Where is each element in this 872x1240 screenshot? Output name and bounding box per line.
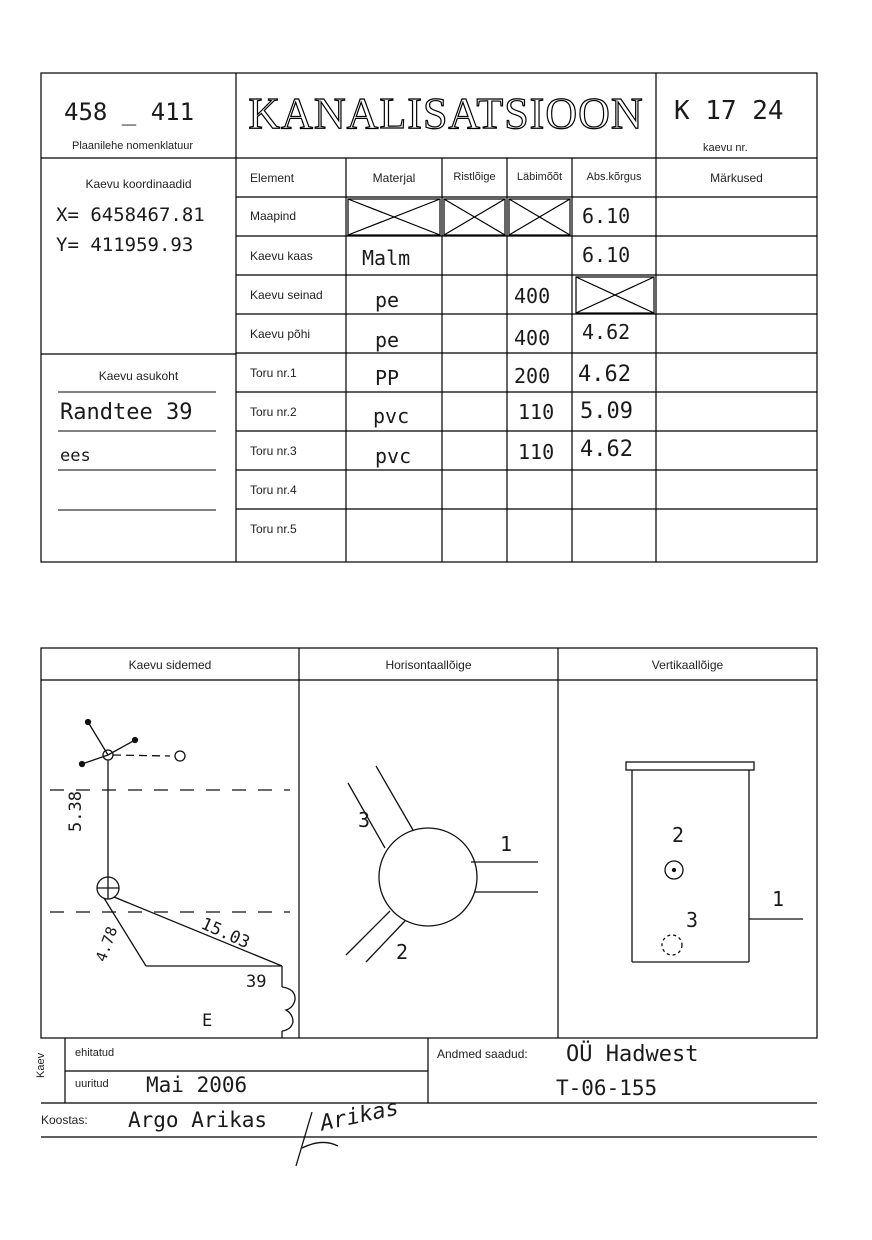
horizontal-section-sketch — [346, 766, 538, 962]
location-label: Kaevu asukoht — [98, 369, 179, 383]
data-source-value-1: OÜ Hadwest — [566, 1042, 699, 1067]
location-line-2: ees — [60, 446, 91, 466]
row-element: Kaevu seinad — [250, 288, 323, 302]
row-abs-height: 6.10 — [582, 243, 631, 267]
form-title: KANALISATSIOON — [248, 89, 644, 138]
row-element: Toru nr.2 — [250, 405, 297, 419]
location-line-1: Randtee 39 — [60, 400, 193, 425]
map-sheet-value: 458 _ 411 — [64, 98, 195, 126]
row-material: pe — [375, 288, 400, 312]
compiled-by-value: Argo Arikas — [128, 1108, 268, 1132]
row-element: Toru nr.4 — [250, 483, 297, 497]
well-number-value: K 17 24 — [674, 96, 784, 126]
col-header-cross-section: Ristlõige — [453, 171, 496, 183]
well-side-label: Kaev — [35, 1052, 47, 1078]
h-pipe-1-label: 1 — [500, 832, 513, 856]
distance-label-3: 4.78 — [92, 924, 122, 965]
data-source-label: Andmed saadud: — [437, 1047, 528, 1061]
row-abs-height: 5.09 — [580, 399, 633, 424]
v-pipe-2-label: 2 — [672, 823, 685, 847]
row-material: pe — [375, 328, 400, 352]
signature-text: Arikas — [318, 1095, 401, 1137]
row-element: Toru nr.5 — [250, 522, 297, 536]
row-element: Toru nr.3 — [250, 444, 297, 458]
horizontal-section-label: Horisontaallõige — [385, 658, 472, 672]
coordinates-label: Kaevu koordinaadid — [85, 177, 192, 191]
v-pipe-3-label: 3 — [686, 908, 699, 932]
row-diameter: 110 — [518, 440, 555, 464]
col-header-abs-height: Abs.kõrgus — [586, 171, 642, 183]
well-number-label: kaevu nr. — [703, 142, 748, 154]
house-letter: E — [202, 1011, 213, 1031]
row-material: Malm — [362, 246, 411, 270]
surveyed-value: Mai 2006 — [146, 1073, 248, 1097]
row-element: Kaevu põhi — [250, 327, 311, 341]
coordinate-y: Y= 411959.93 — [56, 234, 194, 256]
row-element: Toru nr.1 — [250, 366, 297, 380]
vertical-section-sketch — [626, 762, 803, 962]
h-pipe-3-label: 3 — [358, 808, 371, 832]
house-number: 39 — [246, 972, 267, 992]
links-label: Kaevu sidemed — [128, 658, 212, 672]
row-element: Maapind — [250, 209, 297, 223]
data-source-value-2: T-06-155 — [556, 1076, 658, 1100]
h-pipe-2-label: 2 — [396, 940, 409, 964]
row-material: pvc — [375, 444, 412, 468]
row-abs-height: 4.62 — [578, 362, 631, 387]
compiled-by-label: Koostas: — [41, 1113, 88, 1127]
row-abs-height: 4.62 — [582, 320, 631, 344]
row-diameter: 400 — [514, 284, 551, 308]
distance-label-2: 15.03 — [197, 914, 253, 954]
row-material: pvc — [373, 404, 410, 428]
coordinate-x: X= 6458467.81 — [56, 204, 205, 226]
row-diameter: 110 — [518, 400, 555, 424]
row-diameter: 200 — [514, 364, 551, 388]
row-material: PP — [375, 366, 400, 390]
row-abs-height: 6.10 — [582, 204, 631, 228]
v-pipe-1-label: 1 — [772, 887, 785, 911]
built-label: ehitatud — [75, 1047, 115, 1059]
distance-label-1: 5.38 — [66, 791, 86, 832]
col-header-material: Materjal — [372, 171, 416, 185]
row-element: Kaevu kaas — [250, 249, 313, 263]
vertical-section-label: Vertikaallõige — [651, 658, 724, 672]
row-diameter: 400 — [514, 326, 551, 350]
col-header-diameter: Läbimõõt — [516, 171, 563, 183]
col-header-element: Element — [250, 171, 295, 185]
map-sheet-label: Plaanilehe nomenklatuur — [72, 140, 194, 152]
col-header-notes: Märkused — [710, 171, 763, 185]
surveyed-label: uuritud — [75, 1078, 109, 1090]
row-abs-height: 4.62 — [580, 437, 633, 462]
